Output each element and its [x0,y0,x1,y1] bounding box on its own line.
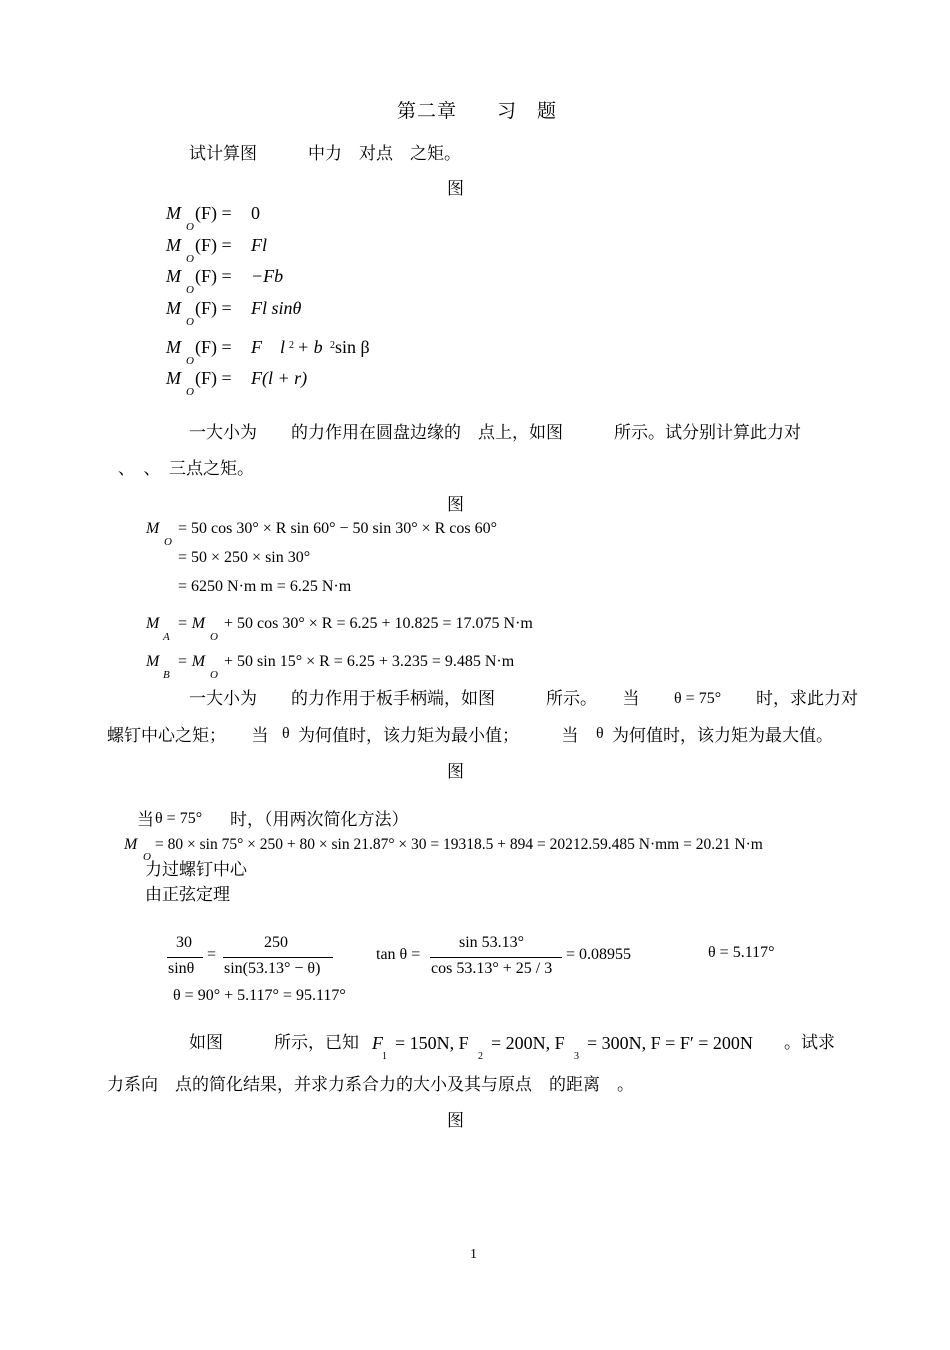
eq-m: M [166,298,181,318]
mb-sub2: O [210,669,218,681]
ma-m: M [146,615,160,632]
eq-m: M [166,337,181,357]
ma-sub: A [163,631,170,643]
mb-sub: B [163,669,170,681]
theta-result-1: θ = 5.117° [708,944,775,961]
eq-b: + b [297,337,323,357]
eq-force: (F) = [195,203,232,223]
eq-m: M [166,266,181,286]
p4-v3: = 300N, F = F′ = 200N [587,1033,753,1053]
p4-q1a: 如图 所示，已知 [189,1033,359,1053]
p3-q1a: 一大小为 的力作用于板手柄端，如图 所示。 当 [189,689,640,709]
theta-result-2: θ = 90° + 5.117° = 95.117° [173,987,346,1004]
eq-sinbeta: sin β [335,337,370,357]
mb-m: M [146,653,160,670]
p3-s1m: θ = 75° [155,810,203,827]
p3-q2m1: θ [282,725,290,742]
p3-s1b: 时，（用两次简化方法） [230,810,409,830]
tan-label: tan θ = [376,946,421,963]
frac2-num: 250 [264,934,288,951]
problem-2-figure-label: 图 [447,495,464,515]
p3-q2b: 为何值时，该力矩为最小值； 当 [298,726,579,746]
ma-eq: = M [177,615,206,632]
eq-value: Fl [251,235,267,255]
mo-line1: = 50 cos 30° × R sin 60° − 50 sin 30° × R cos 60° [178,520,498,537]
mo-sub: O [164,536,172,548]
eq-value: 0 [251,203,260,223]
p3-q2m2: θ [596,725,604,742]
p3-s2-m: M [124,836,138,853]
fraction-bar-1 [167,957,203,958]
eq-sup-2b: 2 [330,340,335,351]
fraction-bar-2 [223,957,333,958]
mo-line3: = 6250 N·m m = 6.25 N·m [178,578,352,595]
eq-sub: O [186,355,194,367]
p4-v2: = 200N, F [491,1033,565,1053]
eq-f: F [251,337,262,357]
eq-sub: O [186,253,194,265]
p4-q1b: 。试求 [784,1033,835,1053]
problem-2-text-line1: 一大小为 的力作用在圆盘边缘的 点上，如图 所示。试分别计算此力对 [189,423,801,443]
mo-line2: = 50 × 250 × sin 30° [178,549,311,566]
mo-m: M [146,520,160,537]
fraction-bar-3 [430,957,562,958]
p4-s2: 2 [478,1051,483,1062]
ma-sub2: O [210,631,218,643]
problem-2-text-line2: 、 、 三点之矩。 [118,459,254,479]
eq-m: M [166,368,181,388]
ma-rest: + 50 cos 30° × R = 6.25 + 10.825 = 17.075 N·m [224,615,533,632]
p3-q2c: 为何值时，该力矩为最大值。 [612,726,833,746]
frac3-den: cos 53.13° + 25 / 3 [431,960,553,977]
p3-q2a: 螺钉中心之矩； 当 [107,726,269,746]
p4-s3: 3 [574,1051,579,1062]
tan-result: = 0.08955 [566,946,632,963]
page-number: 1 [470,1247,477,1262]
p3-s2-sub: O [143,851,151,863]
frac2-den: sin(53.13° − θ) [224,960,321,977]
frac3-num: sin 53.13° [459,934,525,951]
eq-force: (F) = [195,337,232,357]
eq-force: (F) = [195,298,232,318]
problem-4-figure-label: 图 [447,1111,464,1131]
eq-m: M [166,203,181,223]
eq-sub: O [186,221,194,233]
problem-1-figure-label: 图 [447,179,464,199]
frac1-num: 30 [176,934,192,951]
frac1-den: sinθ [168,960,195,977]
problem-4-text-line2: 力系向 点的简化结果，并求力系合力的大小及其与原点 的距离 。 [107,1075,634,1095]
eq-force: (F) = [195,368,232,388]
p3-q1b: 时，求此力对 [756,689,858,709]
eq-sub: O [186,316,194,328]
eq-sub: O [186,386,194,398]
mb-rest: + 50 sin 15° × R = 6.25 + 3.235 = 9.485 N·m [224,653,515,670]
eq-value: −Fb [251,266,284,286]
eq-force: (F) = [195,266,232,286]
p3-s4: 由正弦定理 [145,885,230,905]
problem-3-figure-label: 图 [447,762,464,782]
p4-f1: F [372,1033,383,1053]
p3-s3: 力过螺钉中心 [145,860,247,880]
chapter-title: 第二章 习 题 [397,100,558,122]
eq-force: (F) = [195,235,232,255]
problem-1-text: 试计算图 中力 对点 之矩。 [189,144,461,164]
mb-eq: = M [177,653,206,670]
p4-v1: = 150N, F [395,1033,469,1053]
p4-s1: 1 [382,1051,387,1062]
eq-sub: O [186,284,194,296]
p3-s2-rest: = 80 × sin 75° × 250 + 80 × sin 21.87° × 30 = 19318.5 + 894 = 20212.59.485 N·mm = 20.21 N·m [155,836,763,853]
p3-s1a: 当 [137,810,154,830]
p3-q1m: θ = 75° [674,690,722,707]
eq-l: l [280,337,286,357]
eq-value: F(l + r) [251,368,308,388]
eq-m: M [166,235,181,255]
eq-value: Fl sinθ [251,298,302,318]
eq-sup-2a: 2 [289,340,294,351]
frac-equals: = [207,946,217,963]
